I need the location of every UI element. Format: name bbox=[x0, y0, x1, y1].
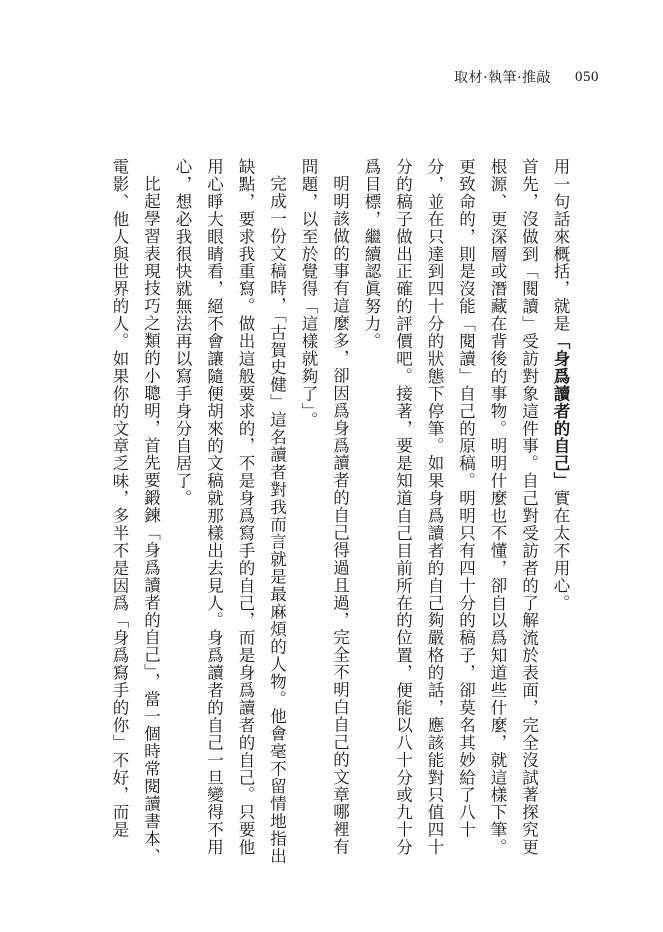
paragraph-1-tail: 實在太不用心。 bbox=[551, 489, 570, 612]
paragraph-5: 完成一份文稿時，「古賀史健」這名讀者對我而言就是最麻煩的人物。他會毫不留情地指出缺點，要求我重寫。做出這般要求的，不是身爲寫手的自己，而是身爲讀者的自己。只要他用心睜大眼睛看，絕不會讓隨便胡來的文稿就那樣出去見人。身爲讀者的自己一旦變得不用心，想必我很快就無法再以寫手身分自居了。 bbox=[173, 158, 287, 866]
paragraph-4: 明明該做的事有這麼多，卻因爲身爲讀者的自己得過且過，完全不明白自己的文章哪裡有問題，以至於覺得「這樣就夠了」。 bbox=[299, 158, 350, 856]
body-text bbox=[104, 158, 576, 868]
paragraph-3: 更致命的，則是沒能「閱讀」自己的原稿。明明只有四十分的稿子，卻莫名其妙給了八十分，並在只達到四十分的狀態下停筆。如果身爲讀者的自己夠嚴格的話，應該能對只值四十分的稿子做出正確的評價吧。接著，要是知道自己目前所在的位置，便能以八十分或九十分爲目標，繼續認眞努力。 bbox=[362, 158, 476, 856]
paragraph-1 bbox=[545, 158, 577, 868]
chapter-title: 取材·執筆·推敲 bbox=[454, 70, 551, 86]
paragraph-2: 首先，沒做到「閱讀」受訪對象這件事。自己對受訪者的了解流於表面，完全沒試著探究更根源、更深層或潛藏在背後的事物。明明什麼也不懂，卻自以爲知道些什麼，就這樣下筆。 bbox=[488, 158, 539, 856]
paragraph-1-text: 用一句話來概括，就是 bbox=[551, 158, 570, 333]
paragraph-6: 比起學習表現技巧之類的小聰明，首先要鍛鍊「身爲讀者的自己」，當一個時常閱讀書本、電影、他人與世界的人。如果你的文章乏味，多半不是因爲「身爲寫手的你」不好，而是 bbox=[110, 158, 161, 866]
emphasis-reader-self: 「身爲讀者的自己」 bbox=[551, 332, 570, 490]
page-number: 050 bbox=[575, 68, 599, 85]
running-header bbox=[454, 66, 599, 88]
